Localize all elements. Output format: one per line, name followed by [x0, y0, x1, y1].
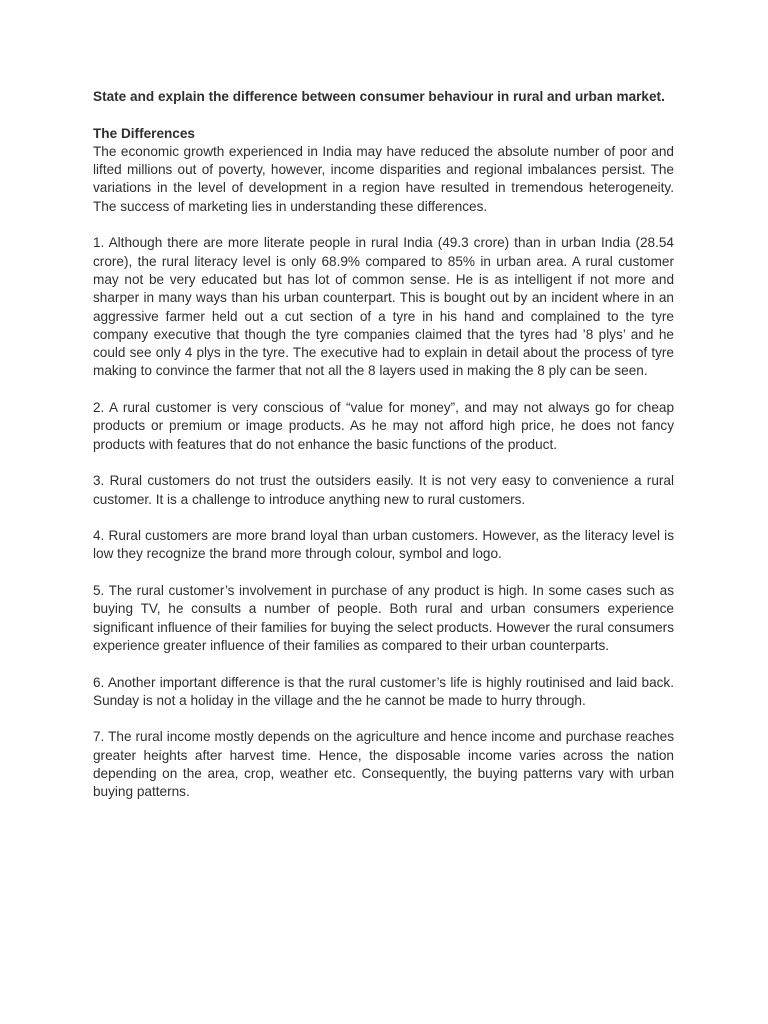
point-paragraph: 6. Another important difference is that the rural customer’s life is highly routinised and laid back. Sunday is not a holiday in the village and the he cannot be made to hurry through.: [93, 674, 674, 708]
point-paragraph: 1. Although there are more literate people in rural India (49.3 crore) than in urban India (28.54 crore), the rural literacy level is only 68.9% compared to 85% in urban area. A rural customer may not be very educated but has lot of common sense. He is as intelligent if not more and sharper in many ways than his urban counterpart. This is bought out by an incident where in an aggressive farmer held out a cut section of a tyre in his hand and complained to the tyre company executive that though the tyre companies claimed that the tyres had ’8 plys’ and he could see only 4 plys in the tyre. The executive had to explain in detail about the process of tyre making to convince the farmer that not all the 8 layers used in making the 8 ply can be seen.: [93, 235, 674, 379]
point-paragraph: 5. The rural customer’s involvement in purchase of any product is high. In some cases such as buying TV, he consults a number of people. Both rural and urban consumers experience significant influence of their families for buying the select products. However the rural consumers experience greater influence of their families as compared to their urban counterparts.: [93, 583, 674, 653]
section-heading: The Differences: [93, 125, 195, 141]
point-paragraph: 7. The rural income mostly depends on the agriculture and hence income and purchase reaches greater heights after harvest time. Hence, the disposable income varies across the nation depending on the area, crop, weather etc. Consequently, the buying patterns vary with urban buying patterns.: [93, 729, 674, 800]
point-paragraph: 2. A rural customer is very conscious of “value for money”, and may not always go for cheap products or premium or image products. As he may not afford high price, he does not fancy products with features that do not enhance the basic functions of the product.: [93, 400, 674, 452]
intro-paragraph: The economic growth experienced in India may have reduced the absolute number of poor and lifted millions out of poverty, however, income disparities and regional imbalances persist. The variations in the level of development in a region have resulted in tremendous heterogeneity. The success of marketing lies in understanding these differences.: [93, 143, 674, 214]
point-paragraph: 3. Rural customers do not trust the outsiders easily. It is not very easy to convenience a rural customer. It is a challenge to introduce anything new to rural customers.: [93, 473, 674, 507]
question-heading: State and explain the difference between consumer behaviour in rural and urban market.: [93, 89, 665, 104]
document-page: [93, 88, 674, 820]
point-paragraph: 4. Rural customers are more brand loyal than urban customers. However, as the literacy level is low they recognize the brand more through colour, symbol and logo.: [93, 528, 674, 562]
